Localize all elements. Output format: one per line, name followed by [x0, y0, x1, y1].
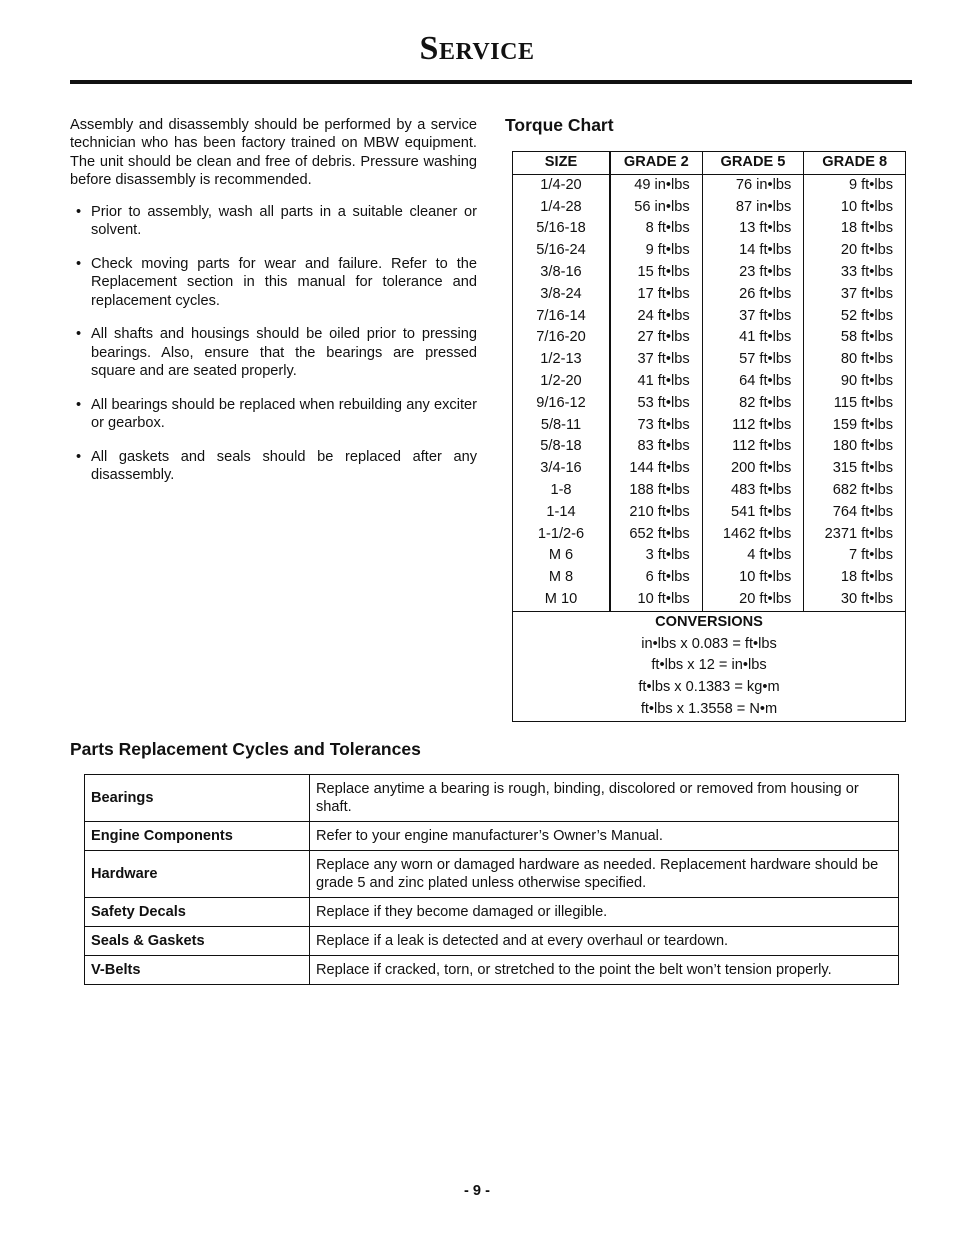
bullet-text: Prior to assembly, wash all parts in a suitable cleaner or solvent.	[91, 204, 477, 239]
bullet-text: All shafts and housings should be oiled prior to pressing bearings. Also, ensure that the bearings are pressed square and are seated properly.	[91, 326, 477, 380]
table-row	[513, 218, 906, 240]
grade-2-cell: 10 ft•lbs	[610, 589, 702, 611]
table-row	[513, 545, 906, 567]
column-header-size: SIZE	[513, 152, 611, 175]
title-rule	[70, 80, 912, 84]
conversion-row	[513, 634, 906, 656]
size-cell: 1/4-28	[513, 197, 611, 219]
grade-5-cell: 76 in•lbs	[702, 174, 804, 196]
part-name: Bearings	[85, 775, 310, 822]
service-bullet-list	[70, 203, 477, 500]
grade-8-cell: 10 ft•lbs	[840, 198, 893, 215]
table-row	[513, 284, 906, 306]
grade-2-cell: 83 ft•lbs	[610, 436, 702, 458]
torque-table-body	[513, 174, 906, 721]
grade-5-cell: 13 ft•lbs	[702, 218, 804, 240]
conversion-formula: ft•lbs x 0.1383 = kg•m	[638, 679, 780, 696]
table-row	[513, 393, 906, 415]
page-number: - 9 -	[464, 1183, 490, 1199]
grade-2-cell: 27 ft•lbs	[610, 327, 702, 349]
grade-5-cell: 10 ft•lbs	[702, 567, 804, 589]
grade-2-cell: 24 ft•lbs	[610, 306, 702, 328]
grade-5-cell: 26 ft•lbs	[702, 284, 804, 306]
table-row	[513, 262, 906, 284]
grade-5-cell: 112 ft•lbs	[702, 415, 804, 437]
bullet-dot-icon: •	[76, 396, 82, 413]
grade-5-cell: 23 ft•lbs	[702, 262, 804, 284]
part-instruction: Replace anytime a bearing is rough, binding, discolored or removed from housing or shaft.	[310, 775, 899, 822]
size-cell: 1-1/2-6	[513, 524, 611, 546]
table-row	[513, 458, 906, 480]
grade-2-cell: 15 ft•lbs	[610, 262, 702, 284]
size-cell: 1-14	[513, 502, 611, 524]
grade-2-cell: 144 ft•lbs	[610, 458, 702, 480]
conversion-row	[513, 677, 906, 699]
size-cell: 5/16-18	[513, 218, 611, 240]
conversion-row	[513, 699, 906, 721]
bullet-item	[70, 255, 477, 310]
grade-8-cell: 52 ft•lbs	[840, 307, 893, 324]
grade-8-cell: 30 ft•lbs	[840, 590, 893, 607]
table-row	[85, 956, 899, 985]
table-row	[513, 415, 906, 437]
part-name: Engine Components	[85, 822, 310, 851]
grade-2-cell: 49 in•lbs	[610, 174, 702, 196]
bullet-item	[70, 448, 477, 485]
grade-5-cell: 541 ft•lbs	[702, 502, 804, 524]
part-name: Safety Decals	[85, 898, 310, 927]
grade-2-cell: 9 ft•lbs	[610, 240, 702, 262]
table-row	[513, 589, 906, 611]
grade-8-cell: 7 ft•lbs	[848, 547, 893, 564]
part-instruction: Replace if cracked, torn, or stretched to the point the belt won’t tension properly.	[310, 956, 899, 985]
column-header-grade-8: GRADE 8	[804, 152, 906, 175]
bullet-text: All gaskets and seals should be replaced after any disassembly.	[91, 448, 477, 484]
grade-5-cell: 4 ft•lbs	[702, 545, 804, 567]
size-cell: 3/8-24	[513, 284, 611, 306]
grade-8-cell: 764 ft•lbs	[832, 503, 893, 520]
table-row	[85, 898, 899, 927]
table-row	[513, 436, 906, 458]
table-row	[513, 480, 906, 502]
bullet-dot-icon: •	[76, 326, 82, 343]
grade-5-cell: 37 ft•lbs	[702, 306, 804, 328]
parts-replacement-heading: Parts Replacement Cycles and Tolerances	[70, 739, 421, 759]
grade-8-cell: 37 ft•lbs	[840, 285, 893, 302]
part-name: Hardware	[85, 851, 310, 898]
grade-2-cell: 53 ft•lbs	[610, 393, 702, 415]
grade-2-cell: 17 ft•lbs	[610, 284, 702, 306]
conversion-formula: in•lbs x 0.083 = ft•lbs	[641, 635, 777, 652]
grade-8-cell: 180 ft•lbs	[832, 438, 893, 455]
torque-chart-table	[512, 151, 906, 722]
grade-2-cell: 6 ft•lbs	[610, 567, 702, 589]
size-cell: 7/16-20	[513, 327, 611, 349]
torque-header-row	[513, 152, 906, 175]
size-cell: 5/8-11	[513, 415, 611, 437]
grade-5-cell: 64 ft•lbs	[702, 371, 804, 393]
grade-5-cell: 14 ft•lbs	[702, 240, 804, 262]
conversions-header-row	[513, 611, 906, 633]
size-cell: 1/2-20	[513, 371, 611, 393]
table-row	[513, 306, 906, 328]
grade-2-cell: 41 ft•lbs	[610, 371, 702, 393]
grade-8-cell: 58 ft•lbs	[840, 329, 893, 346]
grade-2-cell: 73 ft•lbs	[610, 415, 702, 437]
grade-2-cell: 56 in•lbs	[610, 197, 702, 219]
parts-replacement-table	[84, 774, 899, 985]
conversion-formula: ft•lbs x 1.3558 = N•m	[640, 700, 778, 717]
table-row	[513, 502, 906, 524]
grade-8-cell: 115 ft•lbs	[833, 394, 893, 411]
table-row	[513, 524, 906, 546]
grade-2-cell: 652 ft•lbs	[610, 524, 702, 546]
table-row	[513, 567, 906, 589]
grade-5-cell: 41 ft•lbs	[702, 327, 804, 349]
grade-2-cell: 188 ft•lbs	[610, 480, 702, 502]
table-row	[85, 775, 899, 822]
grade-8-cell: 2371 ft•lbs	[824, 525, 893, 542]
grade-8-cell: 20 ft•lbs	[840, 242, 893, 259]
bullet-item	[70, 325, 477, 380]
grade-8-cell: 18 ft•lbs	[840, 569, 893, 586]
conversion-formula: ft•lbs x 12 = in•lbs	[651, 657, 767, 674]
table-row	[513, 371, 906, 393]
grade-2-cell: 37 ft•lbs	[610, 349, 702, 371]
grade-8-cell: 18 ft•lbs	[840, 220, 893, 237]
part-instruction: Replace if a leak is detected and at every overhaul or teardown.	[310, 927, 899, 956]
size-cell: 5/16-24	[513, 240, 611, 262]
grade-5-cell: 483 ft•lbs	[702, 480, 804, 502]
table-row	[513, 240, 906, 262]
grade-5-cell: 20 ft•lbs	[702, 589, 804, 611]
grade-8-cell: 90 ft•lbs	[840, 372, 893, 389]
bullet-item	[70, 203, 477, 240]
conversions-heading: CONVERSIONS	[513, 611, 906, 633]
table-row	[513, 174, 906, 196]
bullet-text: Check moving parts for wear and failure. Refer to the Replacement section in this manual for tolerance and replacement cycles.	[91, 256, 477, 309]
table-row	[513, 197, 906, 219]
size-cell: 7/16-14	[513, 306, 611, 328]
bullet-item	[70, 396, 477, 433]
column-header-grade-2: GRADE 2	[610, 152, 702, 175]
grade-8-cell: 80 ft•lbs	[840, 351, 893, 368]
grade-5-cell: 1462 ft•lbs	[702, 524, 804, 546]
part-instruction: Refer to your engine manufacturer’s Owner’s Manual.	[310, 822, 899, 851]
grade-8-cell: 315 ft•lbs	[832, 460, 893, 477]
intro-paragraph: Assembly and disassembly should be performed by a service technician who has been factory trained on MBW equipment. The unit should be clean and free of debris. Pressure washing before disassembly is recommended.	[70, 117, 477, 188]
size-cell: 1/2-13	[513, 349, 611, 371]
grade-8-cell: 33 ft•lbs	[840, 263, 893, 280]
table-row	[85, 822, 899, 851]
grade-5-cell: 57 ft•lbs	[702, 349, 804, 371]
size-cell: 1/4-20	[513, 174, 611, 196]
size-cell: M 6	[513, 545, 611, 567]
size-cell: 9/16-12	[513, 393, 611, 415]
column-header-grade-5: GRADE 5	[702, 152, 804, 175]
part-instruction: Replace if they become damaged or illegible.	[310, 898, 899, 927]
size-cell: 3/8-16	[513, 262, 611, 284]
size-cell: 1-8	[513, 480, 611, 502]
grade-8-cell: 9 ft•lbs	[848, 176, 893, 193]
size-cell: 3/4-16	[513, 458, 611, 480]
table-row	[85, 851, 899, 898]
grade-8-cell: 682 ft•lbs	[832, 481, 893, 498]
table-row	[513, 349, 906, 371]
part-name: Seals & Gaskets	[85, 927, 310, 956]
size-cell: M 10	[513, 589, 611, 611]
table-row	[85, 927, 899, 956]
part-name: V-Belts	[85, 956, 310, 985]
size-cell: M 8	[513, 567, 611, 589]
grade-5-cell: 112 ft•lbs	[702, 436, 804, 458]
bullet-dot-icon: •	[76, 204, 82, 220]
bullet-text: All bearings should be replaced when rebuilding any exciter or gearbox.	[91, 396, 477, 432]
grade-2-cell: 210 ft•lbs	[610, 502, 702, 524]
bullet-dot-icon: •	[76, 448, 82, 465]
grade-2-cell: 8 ft•lbs	[610, 218, 702, 240]
conversion-row	[513, 655, 906, 677]
grade-2-cell: 3 ft•lbs	[610, 545, 702, 567]
torque-chart-heading: Torque Chart	[505, 115, 614, 135]
size-cell: 5/8-18	[513, 436, 611, 458]
grade-8-cell: 159 ft•lbs	[832, 416, 893, 433]
bullet-dot-icon: •	[76, 256, 82, 273]
grade-5-cell: 87 in•lbs	[702, 197, 804, 219]
grade-5-cell: 200 ft•lbs	[702, 458, 804, 480]
part-instruction: Replace any worn or damaged hardware as needed. Replacement hardware should be grade 5 and zinc plated unless otherwise specified.	[310, 851, 899, 898]
grade-5-cell: 82 ft•lbs	[702, 393, 804, 415]
page-title: Service	[419, 30, 535, 67]
table-row	[513, 327, 906, 349]
